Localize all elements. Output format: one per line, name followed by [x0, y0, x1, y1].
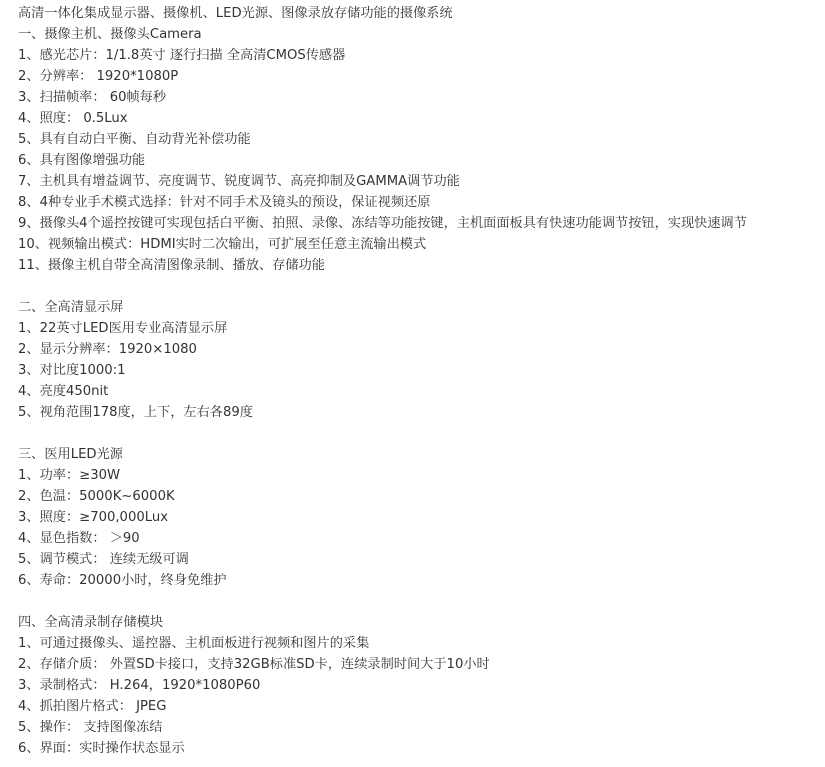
section-heading: 二、全高清显示屏	[18, 300, 124, 315]
list-item: 6、寿命：20000小时，终身免维护	[18, 573, 227, 588]
list-item: 5、操作： 支持图像冻结	[18, 720, 163, 735]
list-item: 3、扫描帧率： 60帧每秒	[18, 90, 167, 105]
list-item: 9、摄像头4个遥控按键可实现包括白平衡、拍照、录像、冻结等功能按键，主机面面板具有快速功能调节按钮，实现快速调节	[18, 216, 747, 231]
list-item: 2、色温：5000K~6000K	[18, 489, 175, 504]
list-item: 11、摄像主机自带全高清图像录制、播放、存储功能	[18, 258, 325, 273]
list-item: 10、视频输出模式：HDMI实时二次输出，可扩展至任意主流输出模式	[18, 237, 427, 252]
list-item: 5、具有自动白平衡、自动背光补偿功能	[18, 132, 251, 147]
list-item: 6、具有图像增强功能	[18, 153, 146, 168]
section-heading: 一、摄像主机、摄像头Camera	[18, 27, 202, 42]
section-spacer	[18, 276, 825, 297]
list-item: 2、存储介质： 外置SD卡接口，支持32GB标准SD卡，连续录制时间大于10小时	[18, 657, 490, 672]
list-item: 3、对比度1000:1	[18, 363, 126, 378]
list-item: 3、录制格式： H.264，1920*1080P60	[18, 678, 261, 693]
list-item: 8、4种专业手术模式选择：针对不同手术及镜头的预设，保证视频还原	[18, 195, 431, 210]
list-item: 7、主机具有增益调节、亮度调节、锐度调节、高亮抑制及GAMMA调节功能	[18, 174, 460, 189]
list-item: 6、界面：实时操作状态显示	[18, 741, 185, 756]
list-item: 4、照度： 0.5Lux	[18, 111, 128, 126]
list-item: 4、抓拍图片格式： JPEG	[18, 699, 167, 714]
list-item: 2、显示分辨率：1920×1080	[18, 342, 197, 357]
section-spacer	[18, 423, 825, 444]
section-heading: 三、医用LED光源	[18, 447, 123, 462]
list-item: 5、调节模式： 连续无级可调	[18, 552, 189, 567]
document-body	[18, 3, 825, 759]
list-item: 2、分辨率： 1920*1080P	[18, 69, 179, 84]
list-item: 5、视角范围178度，上下，左右各89度	[18, 405, 253, 420]
list-item: 1、22英寸LED医用专业高清显示屏	[18, 321, 228, 336]
list-item: 1、功率：≥30W	[18, 468, 121, 483]
list-item: 3、照度：≥700,000Lux	[18, 510, 169, 525]
document-title: 高清一体化集成显示器、摄像机、LED光源、图像录放存储功能的摄像系统	[18, 6, 453, 21]
list-item: 1、可通过摄像头、遥控器、主机面板进行视频和图片的采集	[18, 636, 370, 651]
list-item: 4、显色指数： ＞90	[18, 531, 140, 546]
section-spacer	[18, 591, 825, 612]
list-item: 1、感光芯片：1/1.8英寸 逐行扫描 全高清CMOS传感器	[18, 48, 346, 63]
list-item: 4、亮度450nit	[18, 384, 109, 399]
section-heading: 四、全高清录制存储模块	[18, 615, 164, 630]
